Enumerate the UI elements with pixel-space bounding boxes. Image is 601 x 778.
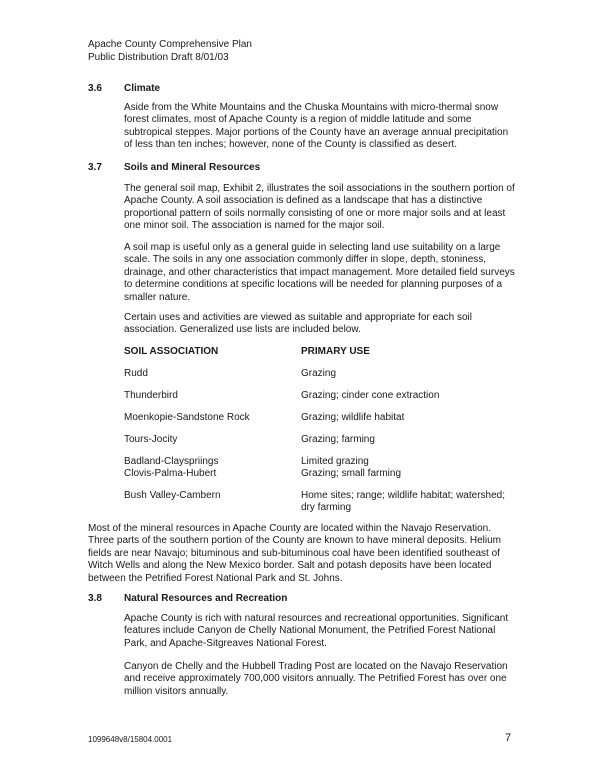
header-subtitle: Public Distribution Draft 8/01/03 xyxy=(88,51,229,63)
document-id: 1099648v8/15804.0001 xyxy=(88,735,173,744)
page-number: 7 xyxy=(505,732,512,744)
text-line: subtropical steppes. Major portions of the County have an average annual precipitation xyxy=(124,126,509,138)
text-line: Apache County. A soil association is defined as a landscape that has a distinctive xyxy=(124,195,483,207)
table-cell: Badland-Clayspriings xyxy=(124,456,219,467)
text-line: scale. The soils in any one association commonly differ in slope, depth, stoniness, xyxy=(124,254,487,266)
table-header: PRIMARY USE xyxy=(301,346,370,357)
section-title: Climate xyxy=(124,83,161,94)
text-line: forest climates, most of Apache County is a region of middle latitude and some xyxy=(124,114,472,126)
text-line: A soil map is useful only as a general guide in selecting land use suitability on a large xyxy=(124,242,501,253)
text-line: to determine conditions at specific locations will be needed for planning purposes of a xyxy=(124,279,503,291)
text-line: The general soil map, Exhibit 2, illustrates the soil associations in the southern portion of xyxy=(124,183,515,194)
soils-paragraph-3 xyxy=(124,312,516,337)
table-cell: Rudd xyxy=(124,368,148,379)
table-cell: Grazing xyxy=(301,368,337,379)
table-cell: Grazing; wildlife habitat xyxy=(301,412,405,423)
soils-paragraph-1 xyxy=(124,183,516,233)
table-cell: dry farming xyxy=(301,502,352,513)
soils-paragraph-2 xyxy=(124,242,516,304)
text-line: proportional pattern of soils normally consisting of one or more major soils and at least xyxy=(124,207,506,219)
table-cell: Tours-Jocity xyxy=(124,434,178,445)
section-number: 3.6 xyxy=(88,83,102,94)
text-line: Aside from the White Mountains and the Chuska Mountains with micro-thermal snow xyxy=(124,102,499,113)
table-cell: Grazing; farming xyxy=(301,434,375,445)
table-cell: Thunderbird xyxy=(124,390,178,401)
section-title: Natural Resources and Recreation xyxy=(124,593,288,604)
table-header: SOIL ASSOCIATION xyxy=(124,346,219,357)
text-line: features include Canyon de Chelly National Monument, the Petrified Forest National xyxy=(124,625,496,637)
table-cell: Home sites; range; wildlife habitat; watershed; xyxy=(301,490,505,501)
table-cell: Clovis-Palma-Hubert xyxy=(124,468,217,479)
header-title: Apache County Comprehensive Plan xyxy=(88,39,252,50)
text-line: Apache County is rich with natural resources and recreational opportunities. Significant xyxy=(124,613,509,624)
text-line: Witch Wells and along the New Mexico border. Salt and potash deposits have been located xyxy=(88,560,492,572)
text-line: fields are near Navajo; bituminous and sub-bituminous coal have been identified southeast of xyxy=(88,547,500,559)
natural-paragraph-2 xyxy=(124,661,516,698)
climate-paragraph xyxy=(124,102,516,152)
section-title: Soils and Mineral Resources xyxy=(124,162,261,173)
text-line: one minor soil. The association is named for the major soil. xyxy=(124,220,385,232)
text-line: Certain uses and activities are viewed as suitable and appropriate for each soil xyxy=(124,312,472,323)
page-header xyxy=(88,39,252,64)
text-line: Most of the mineral resources in Apache County are located within the Navajo Reservation. xyxy=(88,523,491,534)
table-cell: Moenkopie-Sandstone Rock xyxy=(124,412,250,423)
text-line: of less than ten inches; however, none of the County is classified as desert. xyxy=(124,139,457,151)
text-line: drainage, and other characteristics that impact management. More detailed field surveys xyxy=(124,266,515,278)
mineral-paragraph xyxy=(88,523,501,585)
text-line: Park, and Apache-Sitgreaves National Forest. xyxy=(124,637,327,649)
text-line: between the Petrified Forest National Park and St. Johns. xyxy=(88,572,343,584)
text-line: Canyon de Chelly and the Hubbell Trading Post are located on the Navajo Reservation xyxy=(124,661,508,672)
table-cell: Limited grazing xyxy=(301,456,369,467)
text-line: smaller nature. xyxy=(124,291,191,303)
text-line: and receive approximately 700,000 visitors annually. The Petrified Forest has over one xyxy=(124,673,507,685)
section-number: 3.7 xyxy=(88,162,102,173)
table-cell: Grazing; small farming xyxy=(301,468,402,479)
table-cell: Bush Valley-Cambern xyxy=(124,490,221,501)
section-number: 3.8 xyxy=(88,593,102,604)
table-cell: Grazing; cinder cone extraction xyxy=(301,390,440,401)
text-line: million visitors annually. xyxy=(124,685,229,697)
natural-paragraph-1 xyxy=(124,613,516,650)
text-line: association. Generalized use lists are included below. xyxy=(124,324,361,336)
text-line: Three parts of the southern portion of the County are known to have mineral deposits. Helium xyxy=(88,535,502,547)
